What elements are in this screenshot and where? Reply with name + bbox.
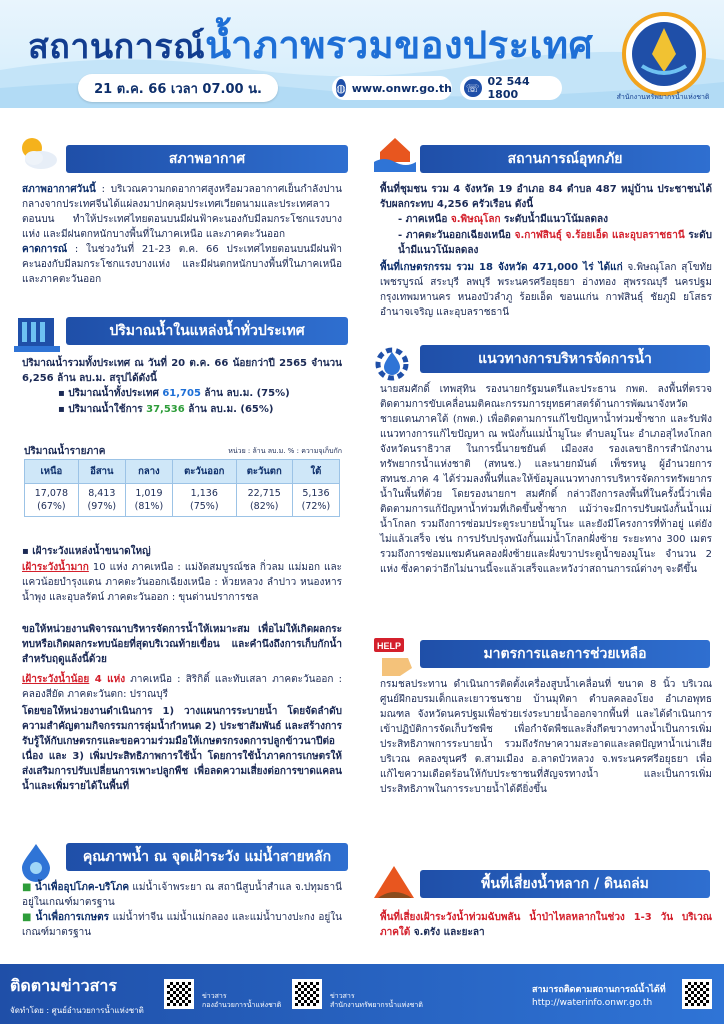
reservoir-bullet-usable: ▪ ปริมาณน้ำใช้การ 37,536 ล้าน ลบ.ม. (65%) <box>58 404 274 415</box>
logo-caption: สำนักงานทรัพยากรน้ำแห่งชาติ <box>616 93 710 101</box>
watch-heading: ▪ เฝ้าระวังแหล่งน้ำขนาดใหญ่ <box>22 546 151 557</box>
made-by-label: จัดทำโดย : ศูนย์อำนวยการน้ำแห่งชาติ <box>10 1006 144 1015</box>
weather-text: สภาพอากาศวันนี้ : บริเวณความกดอากาศสูงหรือมวลอากาศเย็นกำลังปานกลางจากประเทศจีนได้แผ่ลงมาปกคลุมประเทศเวียดนามและประเทศลาวตอนบน ทำให้ประเทศไทยตอนบนมีฝนฟ้าคะนองกับมีลมกระโชกแรงบางแห่ง และมีฝนตกหนักบางพื้นที่ในภาคเหนือ และภาคตะวันออก คาดการณ์ : ในช่วงวันที่ 21-23 ต.ค. 66 ประเทศไทยตอนบนมีฝนฟ้าคะนองกับมีลมกระโชกแรงบางแห่ง และมีฝนตกหนักบางพื้นที่ในภาคเหนือ และภาคตะวันออก <box>22 184 342 285</box>
footer <box>0 964 724 1024</box>
management-banner: แนวทางการบริหารจัดการน้ำ <box>420 345 710 373</box>
water-gear-icon <box>372 340 418 382</box>
table-header-cell: ตะวันออก <box>172 460 236 484</box>
date-label: 21 ต.ค. 66 เวลา 07.00 น. <box>78 74 278 102</box>
table-row <box>25 484 340 517</box>
flood-agriculture: พื้นที่เกษตรกรรม รวม 18 จังหวัด 471,000 ไร่ ได้แก่ จ.พิษณุโลก สุโขทัย เพชรบูรณ์ สระบุรี ลพบุรี พระนครศรีอยุธยา อ่างทอง สุพรรณบุรี นครปฐม กรุงเทพมหานคร หนองบัวลำภู ร้อยเอ็ด ขอนแก่น กาฬสินธุ์ ชัยภูมิ ยโสธร อำนาจเจริญ และอุบลราชธานี <box>380 262 712 318</box>
help-text: กรมชลประทาน ดำเนินการติดตั้งเครื่องสูบน้ำเคลื่อนที่ ขนาด 8 นิ้ว บริเวณศูนย์ฝึกอบรมเด็กและเยาวชนชาย บ้านมุทิตา ตำบลคลองโยง อำเภอพุทธมณฑล จังหวัดนครปฐมเพื่อช่วยเร่งระบายน้ำออกจากพื้นที่ และได้ดำเนินการเข้าปฏิบัติการจัดเก็บวัชพืช เพื่อกำจัดพืชและสิ่งกีดขวางทางน้ำเป็นการเพิ่มประสิทธิภาพการระบายน้ำ รวมถึงรักษาความสะอาดและลดปัญหาน้ำเน่าเสียบริเวณ คลองขุนศรี ต.สามเมือง อ.ลาดบัวหลวง จ.พระนครศรีอยุธยา เพื่อแก้ไขความเดือดร้อนให้กับประชาชนที่สัญจรทางน้ำ และเป็นการเพิ่มประสิทธิภาพในการระบายน้ำได้ดียิ่งขึ้น <box>380 679 712 795</box>
dam-icon <box>14 312 60 354</box>
quality-item-consumption: ■ น้ำเพื่ออุปโภค-บริโภค แม่น้ำเจ้าพระยา ณ สถานีสูบน้ำสำแล จ.ปทุมธานี อยู่ในเกณฑ์มาตรฐาน <box>22 882 342 908</box>
sun-cloud-icon <box>14 132 60 174</box>
help-badge: HELP <box>376 641 402 651</box>
reservoir-intro: ปริมาณน้ำรวมทั้งประเทศ ณ วันที่ 20 ต.ค. 66 น้อยกว่าปี 2565 จำนวน 6,256 ล้าน ลบ.ม. สรุปได้ดังนี้ <box>22 358 342 384</box>
table-cell: 1,019 (81%) <box>125 484 172 517</box>
table-header-cell: เหนือ <box>25 460 79 484</box>
flood-house-icon <box>372 132 418 174</box>
table-cell: 1,136 (75%) <box>172 484 236 517</box>
watch-note-1: ขอให้หน่วยงานพิจารณาบริหารจัดการน้ำให้เหมาะสม เพื่อไม่ให้เกิดผลกระทบหรือเกิดผลกระทบน้อยที่สุดบริเวณท้ายเขื่อน และคำนึงถึงการเก็บกักน้ำสำหรับฤดูแล้งนี้ด้วย <box>22 624 342 665</box>
qr-code-3[interactable] <box>682 979 712 1009</box>
table-header-row <box>25 460 340 484</box>
risk-text: พื้นที่เสี่ยงเฝ้าระวังน้ำท่วมฉับพลัน น้ำป่าไหลหลากในช่วง 1-3 วัน บริเวณ ภาคใต้ จ.ตรัง และยะลา <box>380 912 712 938</box>
management-text: นายสมศักดิ์ เทพสุทิน รองนายกรัฐมนตรีและประธาน กพต. ลงพื้นที่ตรวจติดตามการขับเคลื่อนมติคณะกรรมการยุทธศาสตร์ด้านการพัฒนาจังหวัดชายแดนภาคใต้ (กพต.) เพื่อติดตามการแก้ไขปัญหาน้ำท่วมซ้ำซาก และรับฟังแนวทางการแก้ไขปัญหา ณ พนังกั้นแม่น้ำมูโนะ ตำบลมูโนะ อำเภอสุไหงโกลก จังหวัดนราธิวาส ในการนี้นายชยันต์ เมืองสง รองเลขาธิการสำนักงานทรัพยากรน้ำแห่งชาติ (สทนช.) และนายกมันต์ เพ็ชรหนู ผู้อำนวยการ สทนช.ภาค 4 ได้ร่วมลงพื้นที่และให้ข้อมูลแนวทางการบริหารจัดการทรัพยากรน้ำในพื้นที่ด้วย โดยรองนายกฯ สมศักดิ์ กล่าวถึงการลงพื้นที่ในครั้งนี้ว่าเพื่อติดตามการแก้ปัญหาน้ำท่วมที่เกิดขึ้นซ้ำซาก แม้ว่าจะมีการปรับผนังกั้นน้ำแม่น้ำโกลก รวมถึงการซ่อมประตูระบายน้ำมูโนะ และยังมีโครงการที่ท้าอยู่ แต่ยังไม่แล้วเสร็จ เช่น การปรับปรุงพนังกั้นแม่น้ำโกลกฝั่งซ้าย ระยะทาง 300 เมตร รวมถึงการซ่อมแซมคันคลองฝั่งซ้ายและฝั่งขวาประตูน้ำของมูโนะ จำนวน 2 แห่ง ซึ่งคาดว่าอีกไม่นานนี้จะแล้วเสร็จและหวังว่าสถานการณ์ต่างๆ จะดีขึ้น <box>380 384 712 575</box>
table-unit: หน่วย : ล้าน ลบ.ม. % : ความจุเก็บกัก <box>228 447 342 455</box>
table-header-cell: ตะวันตก <box>236 460 292 484</box>
watch-much-text: เฝ้าระวังน้ำมาก 10 แห่ง ภาคเหนือ : แม่งัดสมบูรณ์ชล กิ่วลม แม่มอก และแควน้อยบำรุงแดน ภาคตะวันออกเฉียงเหนือ : ห้วยหลวง ลำปาว หนองหาร น้ำพุง และอุบลรัตน์ ภาคตะวันออก : ขุนด่านปราการชล <box>22 562 342 603</box>
table-caption: ปริมาณน้ำรายภาค <box>24 446 106 457</box>
watch-little-text: เฝ้าระวังน้ำน้อย 4 แห่ง ภาคเหนือ : สิริกิติ์ และทับเสลา ภาคตะวันออก : คลองสียัด ภาคตะวันตก: ปราณบุรี <box>22 674 343 700</box>
weather-banner: สภาพอากาศ <box>66 145 348 173</box>
table-header-cell: อีสาน <box>78 460 125 484</box>
help-banner: มาตรการและการช่วยเหลือ <box>420 640 710 668</box>
table-header-cell: ใต้ <box>292 460 339 484</box>
phone-icon: ☏ <box>464 79 482 97</box>
flood-banner: สถานการณ์อุทกภัย <box>420 145 710 173</box>
website-label: ◍ www.onwr.go.th <box>332 76 452 100</box>
table-cell: 8,413 (97%) <box>78 484 125 517</box>
waterinfo-link[interactable]: http://waterinfo.onwr.go.th <box>532 998 653 1008</box>
qr-code-2-label: ข่าวสาร สำนักงานทรัพยากรน้ำแห่งชาติ <box>330 992 423 1009</box>
water-quality-icon <box>14 840 60 882</box>
follow-news-label: ติดตามข่าวสาร <box>10 976 117 995</box>
risk-banner: พื้นที่เสี่ยงน้ำหลาก / ดินถล่ม <box>420 870 710 898</box>
globe-icon: ◍ <box>336 79 346 97</box>
quality-item-agriculture: ■ น้ำเพื่อการเกษตร แม่น้ำท่าจีน แม่น้ำแม่กลอง และแม่น้ำบางปะกง อยู่ในเกณฑ์มาตรฐาน <box>22 912 342 938</box>
table-cell: 22,715 (82%) <box>236 484 292 517</box>
reservoir-banner: ปริมาณน้ำในแหล่งน้ำทั่วประเทศ <box>66 317 348 345</box>
help-hand-icon <box>372 636 418 678</box>
regional-water-table <box>24 459 340 517</box>
watch-note-2: โดยขอให้หน่วยงานดำเนินการ 1) วางแผนการระบายน้ำ โดยจัดลำดับความสำคัญตามกิจกรรมการลุ่มน้ำกำหนด 2) ประชาสัมพันธ์ และสร้างการรับรู้ให้กับเกษตรกรและขอความร่วมมือให้เกษตรกรงดการปลูกข้าวนาปีต่อเนื่อง และ 3) เพิ่มประสิทธิภาพการใช้น้ำ โดยการใช้น้ำภาคการเกษตรให้ส่งเสริมการปรับเปลี่ยนการเพาะปลูกพืช เพื่อลดความเสี่ยงต่อการขาดแคลนน้ำและเพิ่มรายได้ในพื้นที่ <box>22 706 342 792</box>
table-cell: 5,136 (72%) <box>292 484 339 517</box>
water-quality-banner: คุณภาพน้ำ ณ จุดเฝ้าระวัง แม่น้ำสายหลัก <box>66 843 348 871</box>
flood-north: - ภาคเหนือ จ.พิษณุโลก ระดับน้ำมีแนวโน้มลดลง <box>398 214 608 225</box>
qr-code-1-label: ข่าวสาร กองอำนวยการน้ำแห่งชาติ <box>202 992 282 1009</box>
reservoir-bullet-total: ▪ ปริมาณน้ำทั้งประเทศ 61,705 ล้าน ลบ.ม. (75%) <box>58 388 290 399</box>
header-banner <box>0 0 724 108</box>
qr-code-2[interactable] <box>292 979 322 1009</box>
phone-label: ☏ 02 544 1800 <box>460 76 562 100</box>
landslide-icon <box>372 860 418 902</box>
flood-summary: พื้นที่ชุมชน รวม 4 จังหวัด 19 อำเภอ 84 ตำบล 487 หมู่บ้าน ประชาชนได้รับผลกระทบ 4,256 ครัวเรือน ดังนี้ <box>380 184 712 210</box>
more-info-label: สามารถติดตามสถานการณ์น้ำได้ที่ <box>532 985 666 995</box>
table-cell: 17,078 (67%) <box>25 484 79 517</box>
qr-code-1[interactable] <box>164 979 194 1009</box>
onwr-logo-icon <box>618 10 710 102</box>
table-header-cell: กลาง <box>125 460 172 484</box>
flood-northeast: - ภาคตะวันออกเฉียงเหนือ จ.กาฬสินธุ์ จ.ร้อยเอ็ด และอุบลราชธานี ระดับน้ำมีแนวโน้มลดลง <box>398 230 712 256</box>
page-title: สถานการณ์น้ำภาพรวมของประเทศ <box>28 23 594 67</box>
